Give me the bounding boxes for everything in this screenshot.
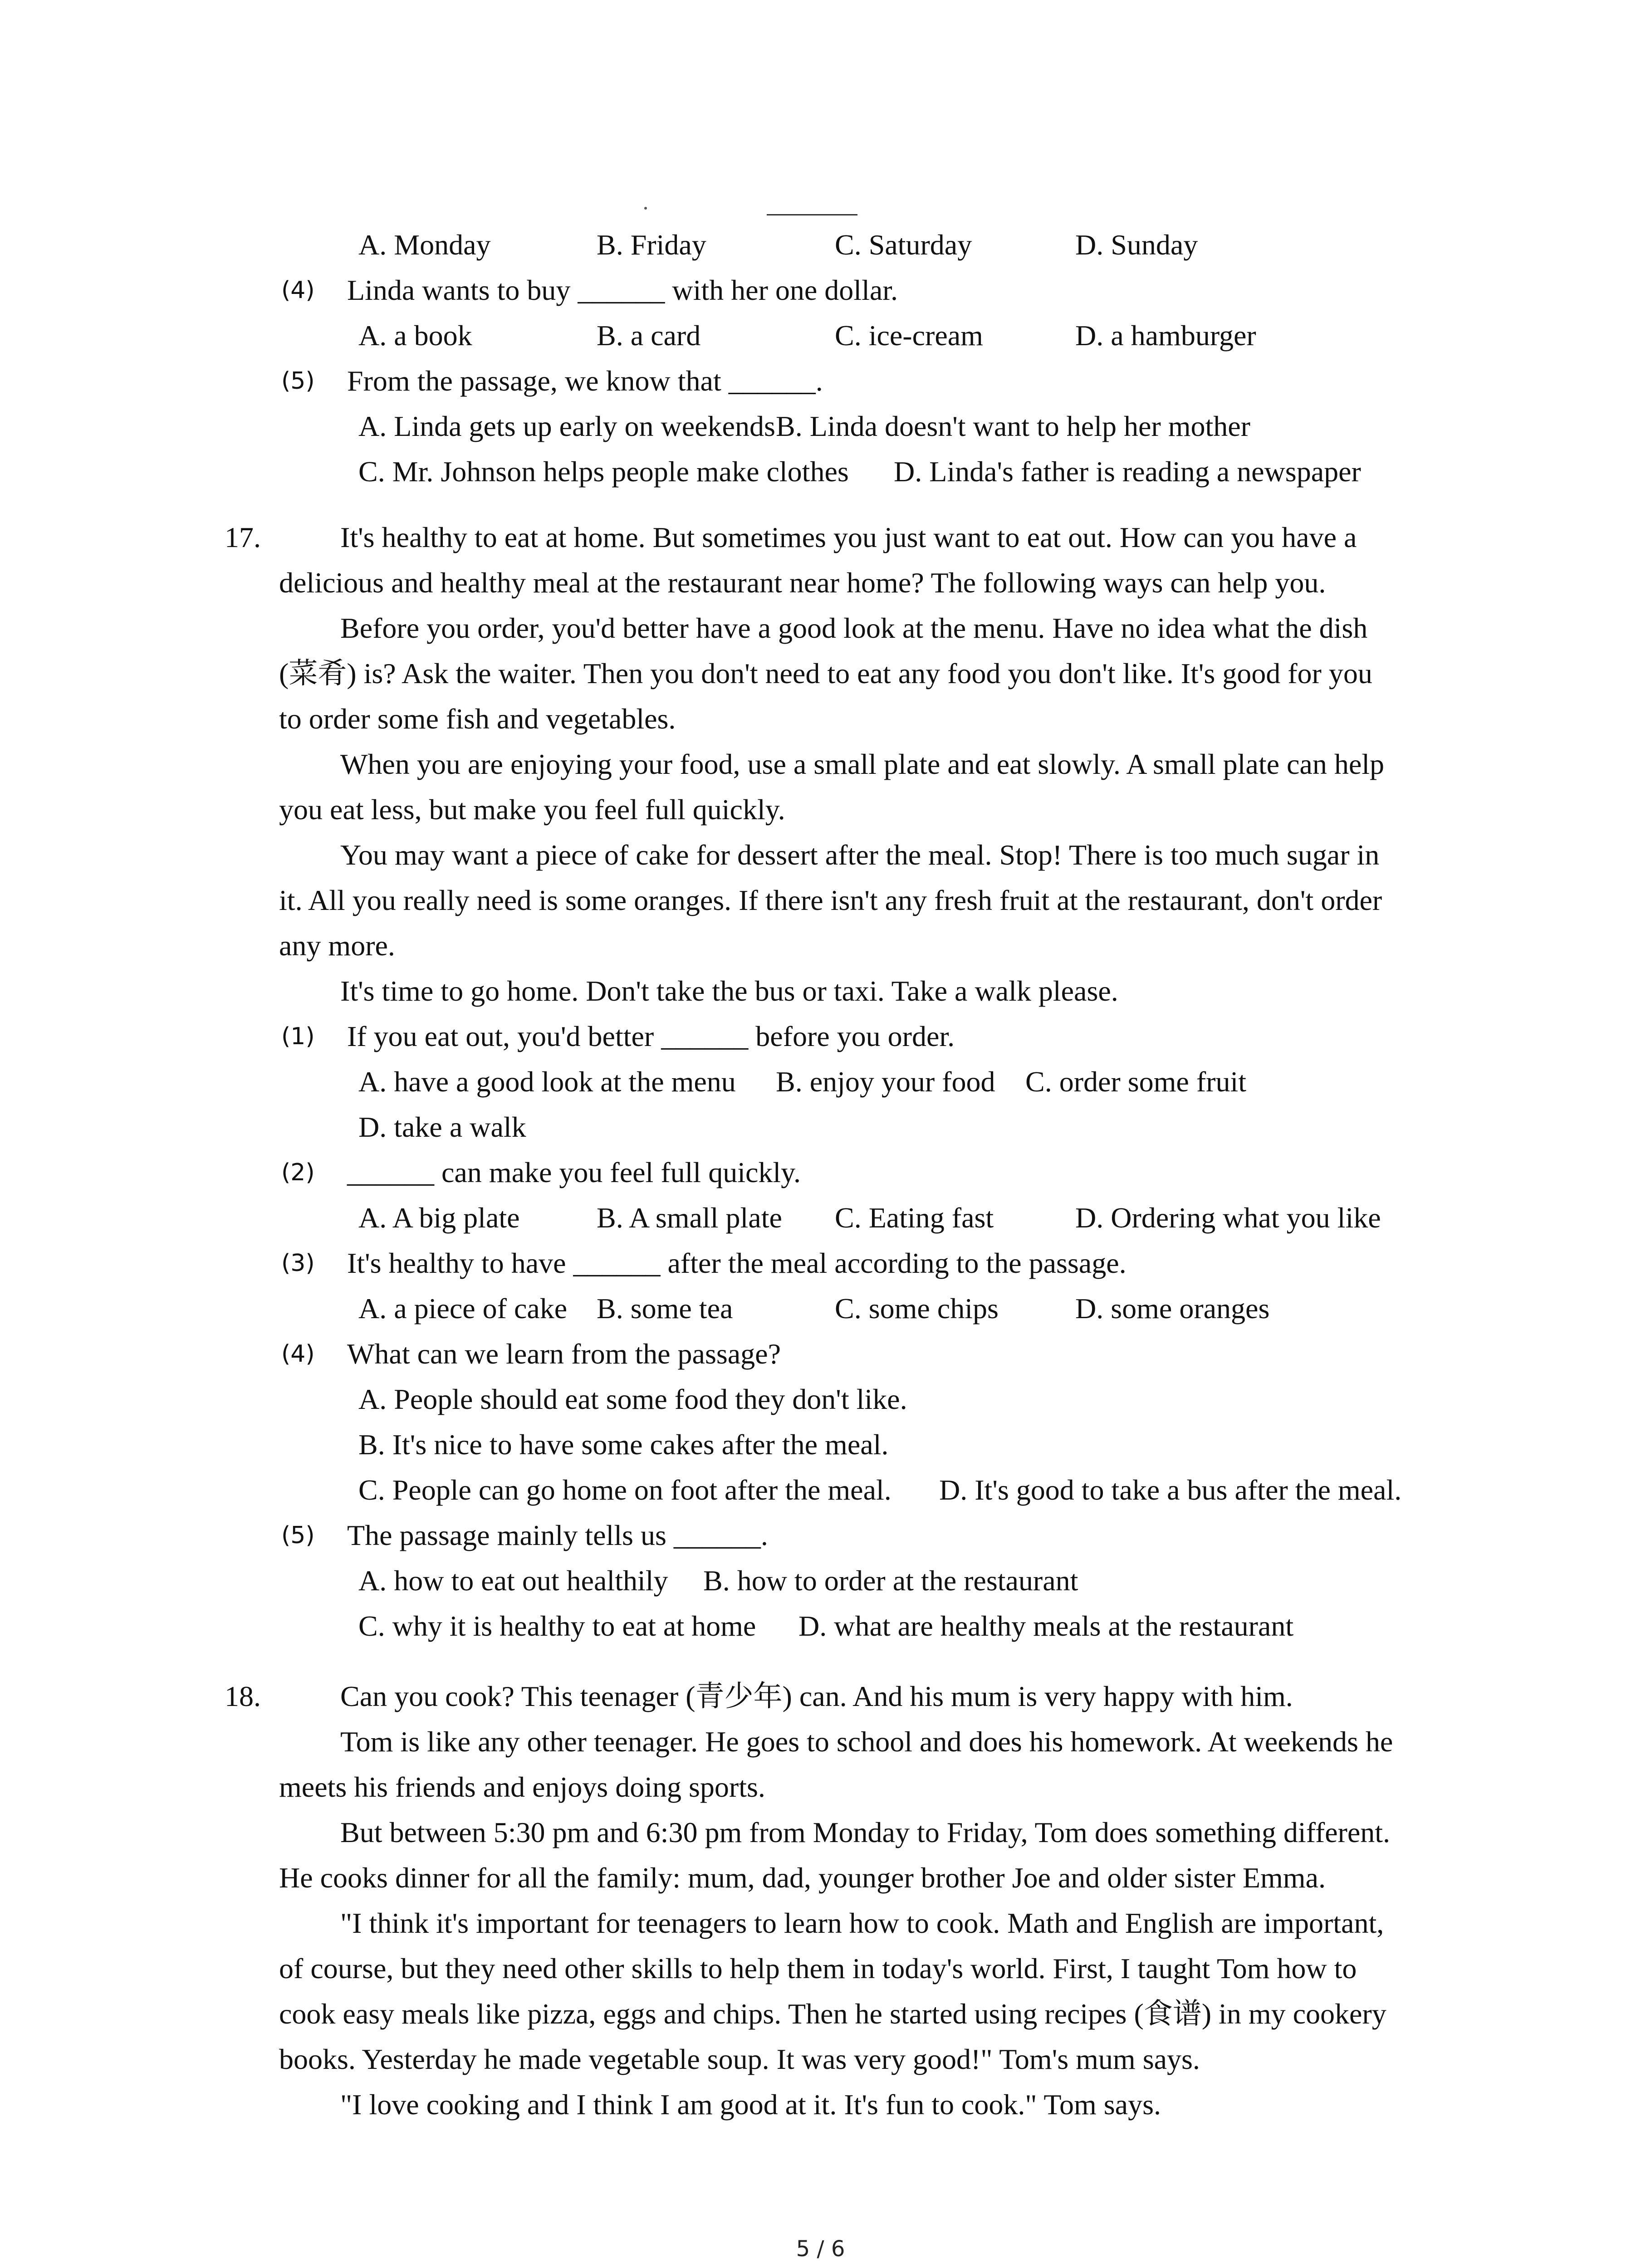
q17-number: 17. [225,521,261,553]
q16-3-option-d: D. Sunday [1075,229,1198,261]
q18-passage-line: cook easy meals like pizza, eggs and chips. Then he started using recipes (食谱) in my cookery [279,1998,1386,2030]
q18-passage-line: Can you cook? This teenager (青少年) can. And his mum is very happy with him. [340,1680,1293,1712]
q17-2-option-a: A. A big plate [358,1202,520,1234]
q17-passage-line: When you are enjoying your food, use a small plate and eat slowly. A small plate can help [340,748,1384,780]
q18-passage-line: Tom is like any other teenager. He goes to school and does his homework. At weekends he [340,1725,1393,1758]
q17-4-option-c: C. People can go home on foot after the meal. [358,1474,892,1506]
q16-4-option-a: A. a book [358,319,472,352]
q17-5-mark: (5) [281,1522,315,1549]
q16-5-stem: From the passage, we know that ______. [347,365,823,397]
q17-1-option-c: C. order some fruit [1025,1066,1246,1098]
q17-4-option-a: A. People should eat some food they don't like. [358,1383,907,1415]
q17-3-mark: (3) [281,1250,315,1277]
q16-4-option-b: B. a card [597,319,701,352]
q17-passage-line: Before you order, you'd better have a good look at the menu. Have no idea what the dish [340,612,1368,644]
page-number: 5 / 6 [796,2236,845,2262]
q17-5-option-b: B. how to order at the restaurant [703,1564,1078,1597]
q17-4-option-d: D. It's good to take a bus after the meal. [939,1474,1402,1506]
q17-3-stem: It's healthy to have ______ after the meal according to the passage. [347,1247,1127,1279]
q17-2-stem: ______ can make you feel full quickly. [347,1156,801,1188]
top-answer-blank [767,214,857,215]
q17-1-option-a: A. have a good look at the menu [358,1066,736,1098]
q17-2-option-c: C. Eating fast [835,1202,994,1234]
q17-passage-line: it. All you really need is some oranges. If there isn't any fresh fruit at the restaurant, don't order [279,884,1382,916]
q16-4-mark: (4) [281,277,315,304]
q17-3-option-b: B. some tea [597,1292,733,1325]
q17-4-mark: (4) [281,1340,315,1368]
q18-passage-line: "I think it's important for teenagers to learn how to cook. Math and English are important, [340,1907,1384,1939]
q17-1-option-b: B. enjoy your food [776,1066,995,1098]
q17-passage-line: delicious and healthy meal at the restaurant near home? The following ways can help you. [279,567,1326,599]
q17-2-option-b: B. A small plate [597,1202,782,1234]
q16-5-option-a: A. Linda gets up early on weekends [358,410,775,442]
q17-passage-line: (菜肴) is? Ask the waiter. Then you don't need to eat any food you don't like. It's good for you [279,657,1372,689]
q16-4-option-c: C. ice-cream [835,319,983,352]
q17-2-option-d: D. Ordering what you like [1075,1202,1381,1234]
q17-4-option-b: B. It's nice to have some cakes after the meal. [358,1428,889,1461]
q17-passage-line: to order some fish and vegetables. [279,703,676,735]
q17-3-option-a: A. a piece of cake [358,1292,568,1325]
q18-number: 18. [225,1680,261,1712]
q16-5-option-b: B. Linda doesn't want to help her mother [776,410,1250,442]
q17-5-stem: The passage mainly tells us ______. [347,1519,768,1551]
q18-passage-line: "I love cooking and I think I am good at it. It's fun to cook." Tom says. [340,2088,1161,2121]
q18-passage-line: books. Yesterday he made vegetable soup. It was very good!" Tom's mum says. [279,2043,1200,2075]
q17-passage-line: It's healthy to eat at home. But sometimes you just want to eat out. How can you have a [340,521,1357,553]
q17-5-option-a: A. how to eat out healthily [358,1564,668,1597]
q16-3-option-a: A. Monday [358,229,491,261]
q17-1-stem: If you eat out, you'd better ______ before you order. [347,1020,955,1052]
q17-5-option-d: D. what are healthy meals at the restaurant [798,1610,1294,1642]
q17-passage-line: you eat less, but make you feel full quickly. [279,793,785,826]
q17-4-stem: What can we learn from the passage? [347,1338,781,1370]
q17-3-option-d: D. some oranges [1075,1292,1270,1325]
q16-3-option-b: B. Friday [597,229,706,261]
q17-passage-line: It's time to go home. Don't take the bus or taxi. Take a walk please. [340,975,1118,1007]
q18-passage-line: He cooks dinner for all the family: mum, dad, younger brother Joe and older sister Emma. [279,1862,1326,1894]
q16-4-stem: Linda wants to buy ______ with her one dollar. [347,274,898,306]
q17-5-option-c: C. why it is healthy to eat at home [358,1610,756,1642]
q16-5-option-c: C. Mr. Johnson helps people make clothes [358,455,849,488]
q16-4-option-d: D. a hamburger [1075,319,1256,352]
q17-2-mark: (2) [281,1159,315,1186]
q17-passage-line: any more. [279,929,395,962]
q17-1-mark: (1) [281,1023,315,1050]
q18-passage-line: of course, but they need other skills to help them in today's world. First, I taught Tom how to [279,1952,1357,1984]
q16-5-option-d: D. Linda's father is reading a newspaper [894,455,1361,488]
q18-passage-line: But between 5:30 pm and 6:30 pm from Monday to Friday, Tom does something different. [340,1816,1391,1848]
q18-passage-line: meets his friends and enjoys doing sports. [279,1771,765,1803]
q17-3-option-c: C. some chips [835,1292,999,1325]
q17-passage-line: You may want a piece of cake for dessert after the meal. Stop! There is too much sugar in [340,839,1380,871]
q16-5-mark: (5) [281,367,315,395]
top-fragment-mark [644,207,647,210]
q17-1-option-d: D. take a walk [358,1111,526,1143]
q16-3-option-c: C. Saturday [835,229,972,261]
